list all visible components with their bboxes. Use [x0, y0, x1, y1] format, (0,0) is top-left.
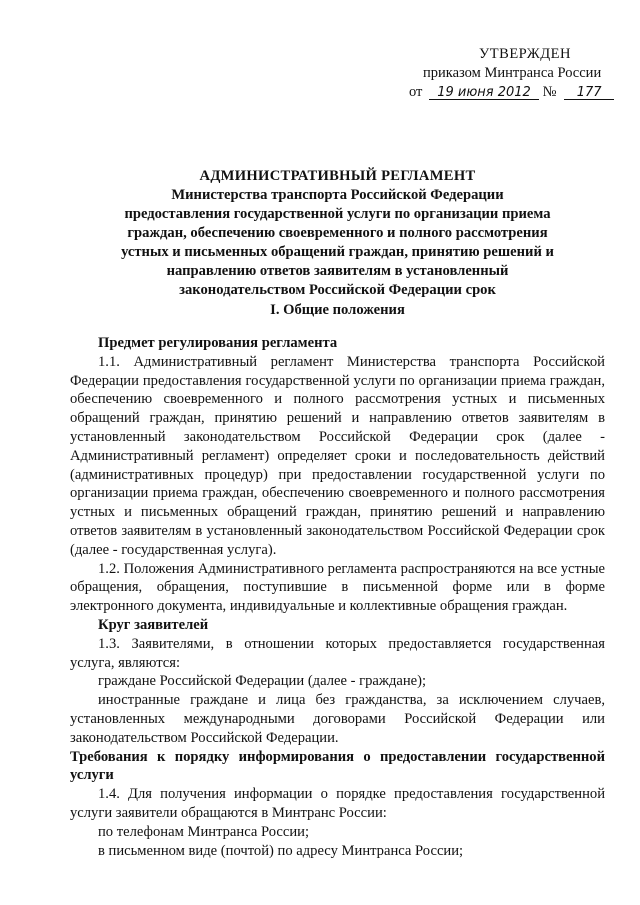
paragraph-1-3-item: граждане Российской Федерации (далее - граждане); [98, 673, 427, 690]
document-title-line: направлению ответов заявителям в установленный [166, 263, 509, 279]
approval-stamp [405, 45, 625, 102]
document-title-line: устных и письменных обращений граждан, принятию решений и [121, 244, 554, 260]
paragraph-1-3: 1.3. Заявителями, в отношении которых предоставляется государственная услуга, являются: [70, 635, 605, 671]
paragraph-1-2: 1.2. Положения Административного регламента распространяются на все устные обращения, обращения, поступившие в письменной форме или в форме электронного документа, индивидуальные и коллективные обращения граждан. [70, 560, 605, 615]
handwritten-number: 177 [564, 86, 614, 100]
document-title-line: законодательством Российской Федерации срок [179, 282, 496, 298]
approval-title: УТВЕРЖДЕН [479, 46, 571, 62]
document-body [70, 334, 605, 860]
subsection-heading-subject: Предмет регулирования регламента [98, 335, 338, 351]
handwritten-date: 19 июня 2012 [429, 86, 539, 100]
paragraph-1-4: 1.4. Для получения информации о порядке предоставления государственной услуги заявители обращаются в Минтранс России: [70, 786, 605, 821]
document-title-line: граждан, обеспечению своевременного и полного рассмотрения [127, 225, 548, 241]
approval-by: приказом Минтранса России [423, 65, 602, 81]
document-title-main: АДМИНИСТРАТИВНЫЙ РЕГЛАМЕНТ [199, 168, 476, 184]
document-title [70, 167, 605, 300]
subsection-heading-applicants: Круг заявителей [98, 616, 209, 633]
paragraph-1-3-item: иностранные граждане и лица без гражданства, за исключением случаев, установленных международными договорами Российской Федерации или законодательством Российской Федерации. [70, 692, 605, 746]
number-prefix: № [542, 84, 557, 100]
paragraph-1-4-item: по телефонам Минтранса России; [98, 823, 310, 840]
paragraph-1-1: 1.1. Административный регламент Министерства транспорта Российской Федерации предоставления государственной услуги по организации приема граждан, обеспечению своевременного и полного рассмотрения устных и письменных обращений граждан, принятию решений и направлению ответов заявителям в установленный законодательством Российской Федерации срок (далее - Административный регламент) определяет сроки и последовательность действий (административных процедур) при предоставлении государственной услуги по организации приема граждан, обеспечению своевременного и полного рассмотрения устных и письменных обращений граждан, принятию решений и направлению ответов заявителям в установленный законодательством Российской Федерации срок (далее - государственная услуга). [70, 353, 605, 558]
section-title: I. Общие положения [270, 302, 405, 318]
date-prefix: от [409, 84, 423, 100]
paragraph-1-4-item: в письменном виде (почтой) по адресу Минтранса России; [98, 842, 464, 859]
document-title-line: предоставления государственной услуги по организации приема [124, 206, 551, 222]
subsection-heading-info: Требования к порядку информирования о предоставлении государственной услуги [70, 748, 605, 784]
approval-date-line [405, 83, 625, 102]
document-title-line: Министерства транспорта Российской Федерации [171, 187, 504, 203]
